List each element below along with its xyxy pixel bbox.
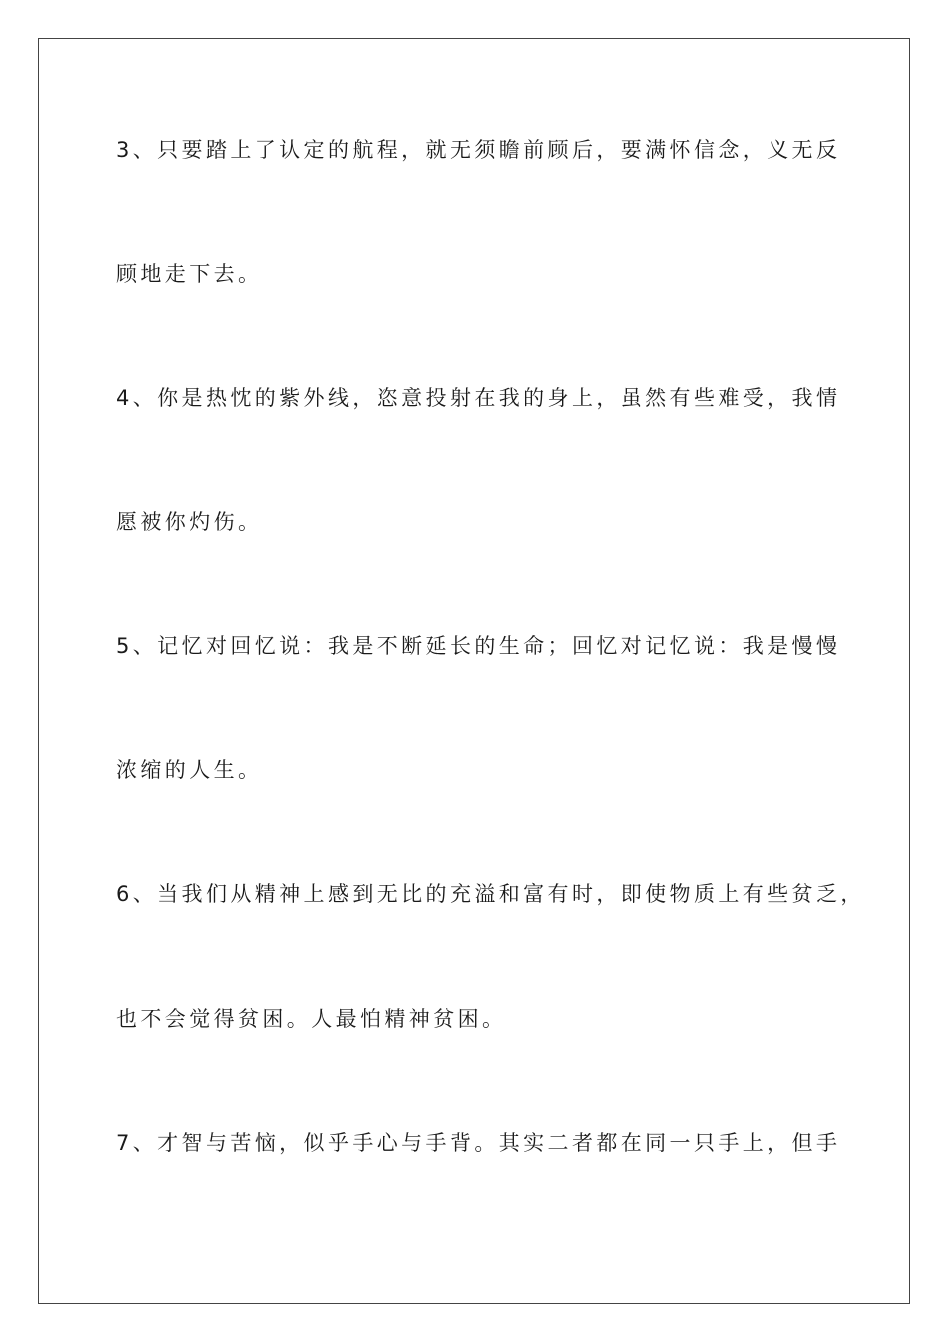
text-line-quote-4-cont: 愿被你灼伤。	[116, 510, 263, 534]
text-line-quote-3: 3、只要踏上了认定的航程，就无须瞻前顾后，要满怀信念，义无反	[116, 138, 841, 162]
text-line-quote-7: 7、才智与苦恼，似乎手心与手背。其实二者都在同一只手上，但手	[116, 1131, 841, 1155]
text-line-quote-5: 5、记忆对回忆说：我是不断延长的生命；回忆对记忆说：我是慢慢	[116, 634, 841, 658]
text-line-quote-6: 6、当我们从精神上感到无比的充溢和富有时，即使物质上有些贫乏，	[116, 882, 865, 906]
text-line-quote-6-cont: 也不会觉得贫困。人最怕精神贫困。	[116, 1007, 507, 1031]
text-line-quote-5-cont: 浓缩的人生。	[116, 758, 263, 782]
text-line-quote-4: 4、你是热忱的紫外线，恣意投射在我的身上，虽然有些难受，我情	[116, 386, 841, 410]
page-border	[38, 38, 910, 1304]
text-line-quote-3-cont: 顾地走下去。	[116, 262, 263, 286]
